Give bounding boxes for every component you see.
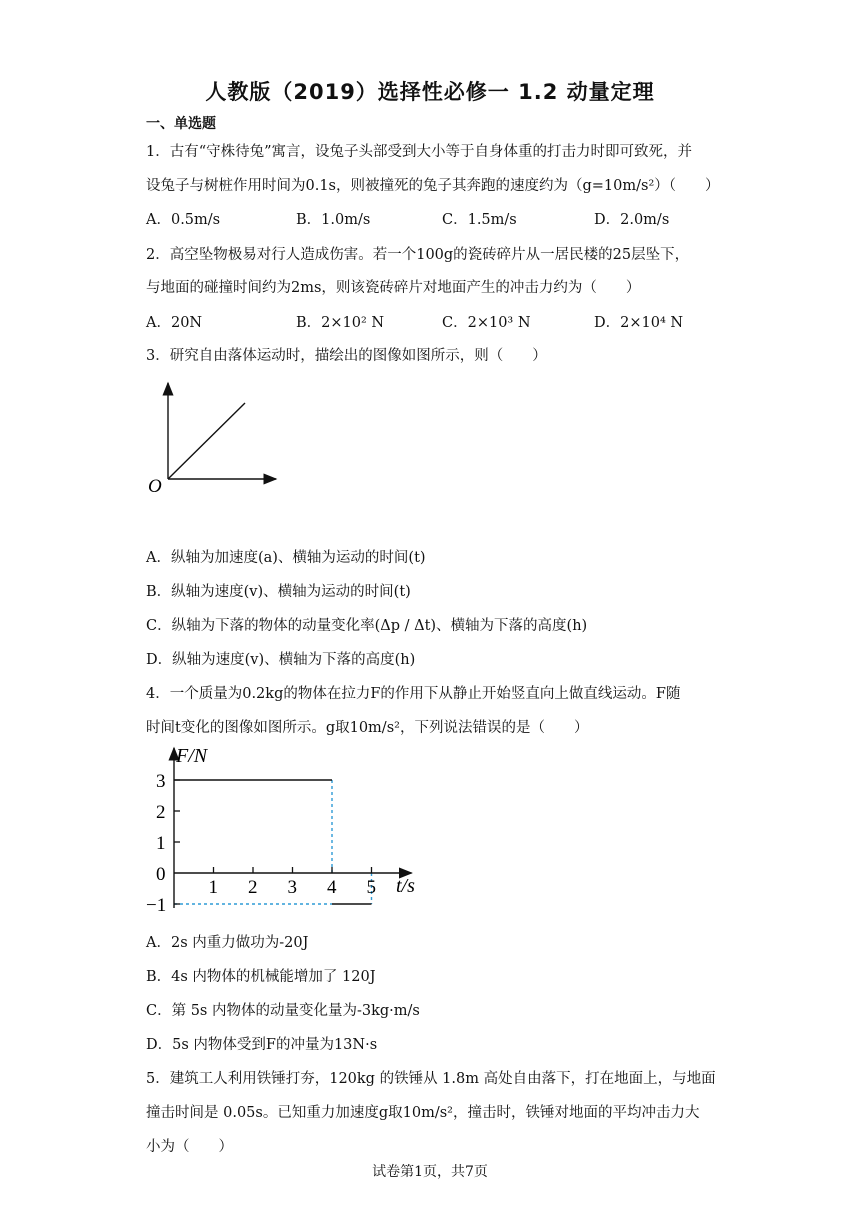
q5-line-2: 撞击时间是 0.05s。已知重力加速度g取10m/s²，撞击时，铁锤对地面的平均冲击力大 bbox=[146, 1105, 700, 1121]
q4-x-tick-label: 4 bbox=[327, 877, 337, 898]
q1-line-2: 设兔子与树桩作用时间为0.1s，则被撞死的兔子其奔跑的速度约为（g=10m/s²）（ ） bbox=[146, 178, 720, 194]
q4-y-tick-label: 2 bbox=[156, 802, 166, 823]
q3-option-d[interactable]: D．纵轴为速度(v)、横轴为下落的高度(h) bbox=[146, 652, 416, 668]
q4-option-d[interactable]: D．5s 内物体受到F的冲量为13N·s bbox=[146, 1037, 378, 1053]
q2-option-d[interactable]: D．2×10⁴ N bbox=[594, 315, 684, 331]
q3-graph-line bbox=[168, 403, 245, 479]
page-title: 人教版（2019）选择性必修一 1.2 动量定理 bbox=[205, 80, 655, 104]
q1-option-c[interactable]: C．1.5m/s bbox=[442, 212, 517, 228]
q4-option-c[interactable]: C．第 5s 内物体的动量变化量为-3kg·m/s bbox=[146, 1003, 420, 1019]
q4-y-tick-label: 1 bbox=[156, 833, 166, 854]
q4-option-b[interactable]: B．4s 内物体的机械能增加了 120J bbox=[146, 969, 376, 985]
q2-option-a[interactable]: A．20N bbox=[146, 315, 203, 331]
q4-y-axis-label: F/N bbox=[176, 745, 208, 767]
section-heading: 一、单选题 bbox=[146, 116, 216, 132]
q3-option-c[interactable]: C．纵轴为下落的物体的动量变化率(Δp / Δt)、横轴为下落的高度(h) bbox=[146, 618, 588, 634]
q4-y-tick-label: 0 bbox=[156, 864, 166, 885]
q4-y-tick-label: −1 bbox=[146, 895, 167, 916]
q4-line-2: 时间t变化的图像如图所示。g取10m/s²，下列说法错误的是（ ） bbox=[146, 720, 589, 736]
q3-option-b[interactable]: B．纵轴为速度(v)、横轴为运动的时间(t) bbox=[146, 584, 411, 600]
q1-option-a[interactable]: A．0.5m/s bbox=[146, 212, 221, 228]
q4-chart bbox=[146, 742, 426, 922]
q1-option-d[interactable]: D．2.0m/s bbox=[594, 212, 670, 228]
q3-line-1: 3．研究自由落体运动时，描绘出的图像如图所示，则（ ） bbox=[146, 348, 547, 364]
q3-figure bbox=[140, 375, 290, 500]
q4-option-a[interactable]: A．2s 内重力做功为-20J bbox=[146, 935, 309, 951]
q5-line-1: 5．建筑工人利用铁锤打夯，120kg 的铁锤从 1.8m 高处自由落下，打在地面上，与地面 bbox=[146, 1071, 716, 1087]
page-footer: 试卷第1页，共7页 bbox=[372, 1164, 488, 1180]
q4-x-tick-label: 3 bbox=[287, 877, 297, 898]
q3-origin-label: O bbox=[148, 476, 162, 497]
q4-x-tick-label: 2 bbox=[248, 877, 258, 898]
q1-option-b[interactable]: B．1.0m/s bbox=[296, 212, 371, 228]
q2-option-b[interactable]: B．2×10² N bbox=[296, 315, 385, 331]
q5-line-3: 小为（ ） bbox=[146, 1139, 233, 1155]
q4-x-tick-label: 5 bbox=[366, 877, 376, 898]
q4-line-1: 4．一个质量为0.2kg的物体在拉力F的作用下从静止开始竖直向上做直线运动。F随 bbox=[146, 686, 681, 702]
q1-line-1: 1．古有“守株待兔”寓言，设兔子头部受到大小等于自身体重的打击力时即可致死，并 bbox=[146, 144, 693, 160]
q4-x-axis-label: t/s bbox=[396, 875, 415, 897]
q2-line-2: 与地面的碰撞时间约为2ms，则该瓷砖碎片对地面产生的冲击力约为（ ） bbox=[146, 280, 641, 296]
q4-x-tick-label: 1 bbox=[208, 877, 218, 898]
q2-option-c[interactable]: C．2×10³ N bbox=[442, 315, 531, 331]
q3-option-a[interactable]: A．纵轴为加速度(a)、横轴为运动的时间(t) bbox=[146, 550, 426, 566]
q2-line-1: 2．高空坠物极易对行人造成伤害。若一个100g的瓷砖碎片从一居民楼的25层坠下， bbox=[146, 247, 690, 263]
q4-y-tick-label: 3 bbox=[156, 771, 166, 792]
